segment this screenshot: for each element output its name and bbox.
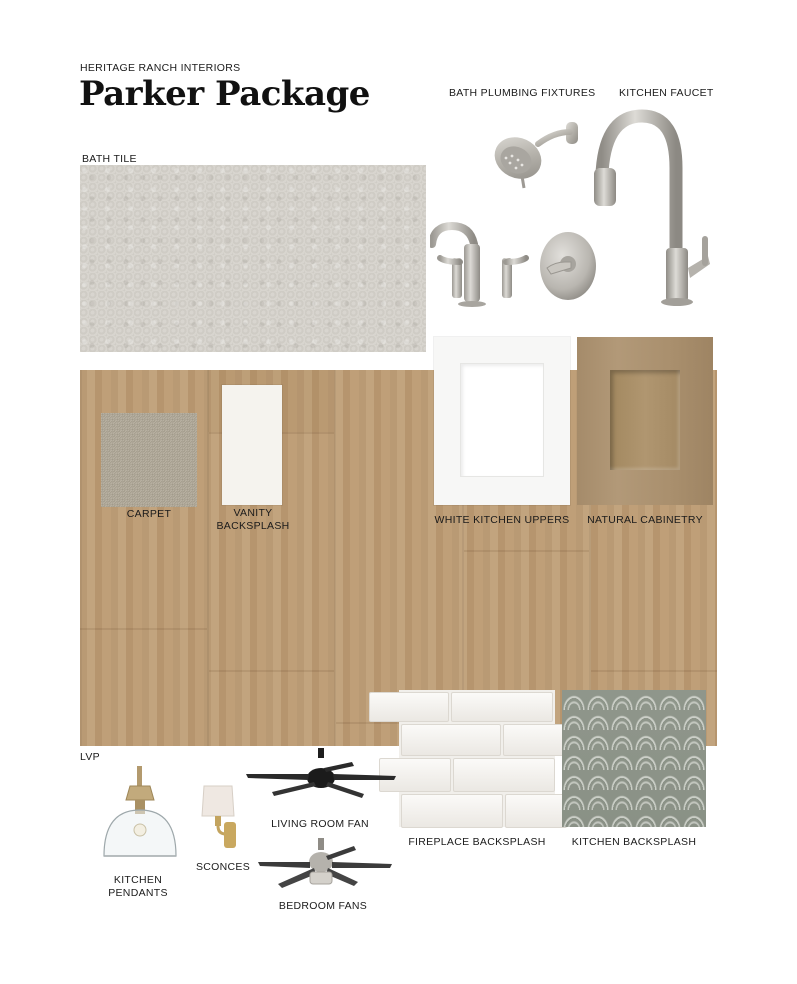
pendants-label-line1: KITCHEN: [113, 874, 163, 886]
kitchen-backsplash-label: KITCHEN BACKSPLASH: [571, 836, 697, 848]
white-kitchen-uppers-swatch: [434, 337, 570, 505]
brand-name: HERITAGE RANCH INTERIORS: [80, 62, 241, 74]
pendant-light-icon: [100, 766, 180, 860]
sconces-label: SCONCES: [195, 861, 251, 873]
white-kitchen-uppers-label: WHITE KITCHEN UPPERS: [434, 514, 570, 526]
bedroom-fan-icon: [254, 838, 396, 896]
page-title: Parker Package: [79, 74, 370, 114]
living-room-fan-label: LIVING ROOM FAN: [271, 818, 369, 830]
vanity-backsplash-label: [212, 507, 294, 533]
lvp-label: LVP: [80, 751, 100, 763]
carpet-label: CARPET: [126, 508, 172, 520]
carpet-swatch: [101, 413, 197, 507]
fireplace-backsplash-swatch: [399, 690, 555, 827]
vanity-backsplash-swatch: [222, 385, 282, 505]
vanity-label-line2: BACKSPLASH: [216, 520, 290, 532]
bath-tile-label: BATH TILE: [82, 153, 137, 165]
kitchen-faucet-label: KITCHEN FAUCET: [619, 87, 714, 99]
bedroom-fans-label: BEDROOM FANS: [278, 900, 368, 912]
faucet-icon: [430, 222, 530, 308]
vanity-label-line1: VANITY: [233, 507, 273, 519]
shower-head-icon: [492, 118, 582, 194]
natural-cabinetry-label: NATURAL CABINETRY: [587, 514, 703, 526]
living-room-fan-icon: [244, 748, 398, 800]
kitchen-backsplash-swatch: [562, 690, 706, 827]
fireplace-backsplash-label: FIREPLACE BACKSPLASH: [408, 836, 546, 848]
natural-cabinetry-swatch: [577, 337, 713, 505]
kitchen-faucet-icon: [590, 108, 718, 308]
pendants-label-line2: PENDANTS: [108, 887, 168, 899]
bath-plumbing-label: BATH PLUMBING FIXTURES: [449, 87, 596, 99]
sconce-icon: [198, 782, 242, 852]
bath-tile-swatch: [80, 165, 426, 352]
kitchen-pendants-label: [100, 874, 176, 900]
